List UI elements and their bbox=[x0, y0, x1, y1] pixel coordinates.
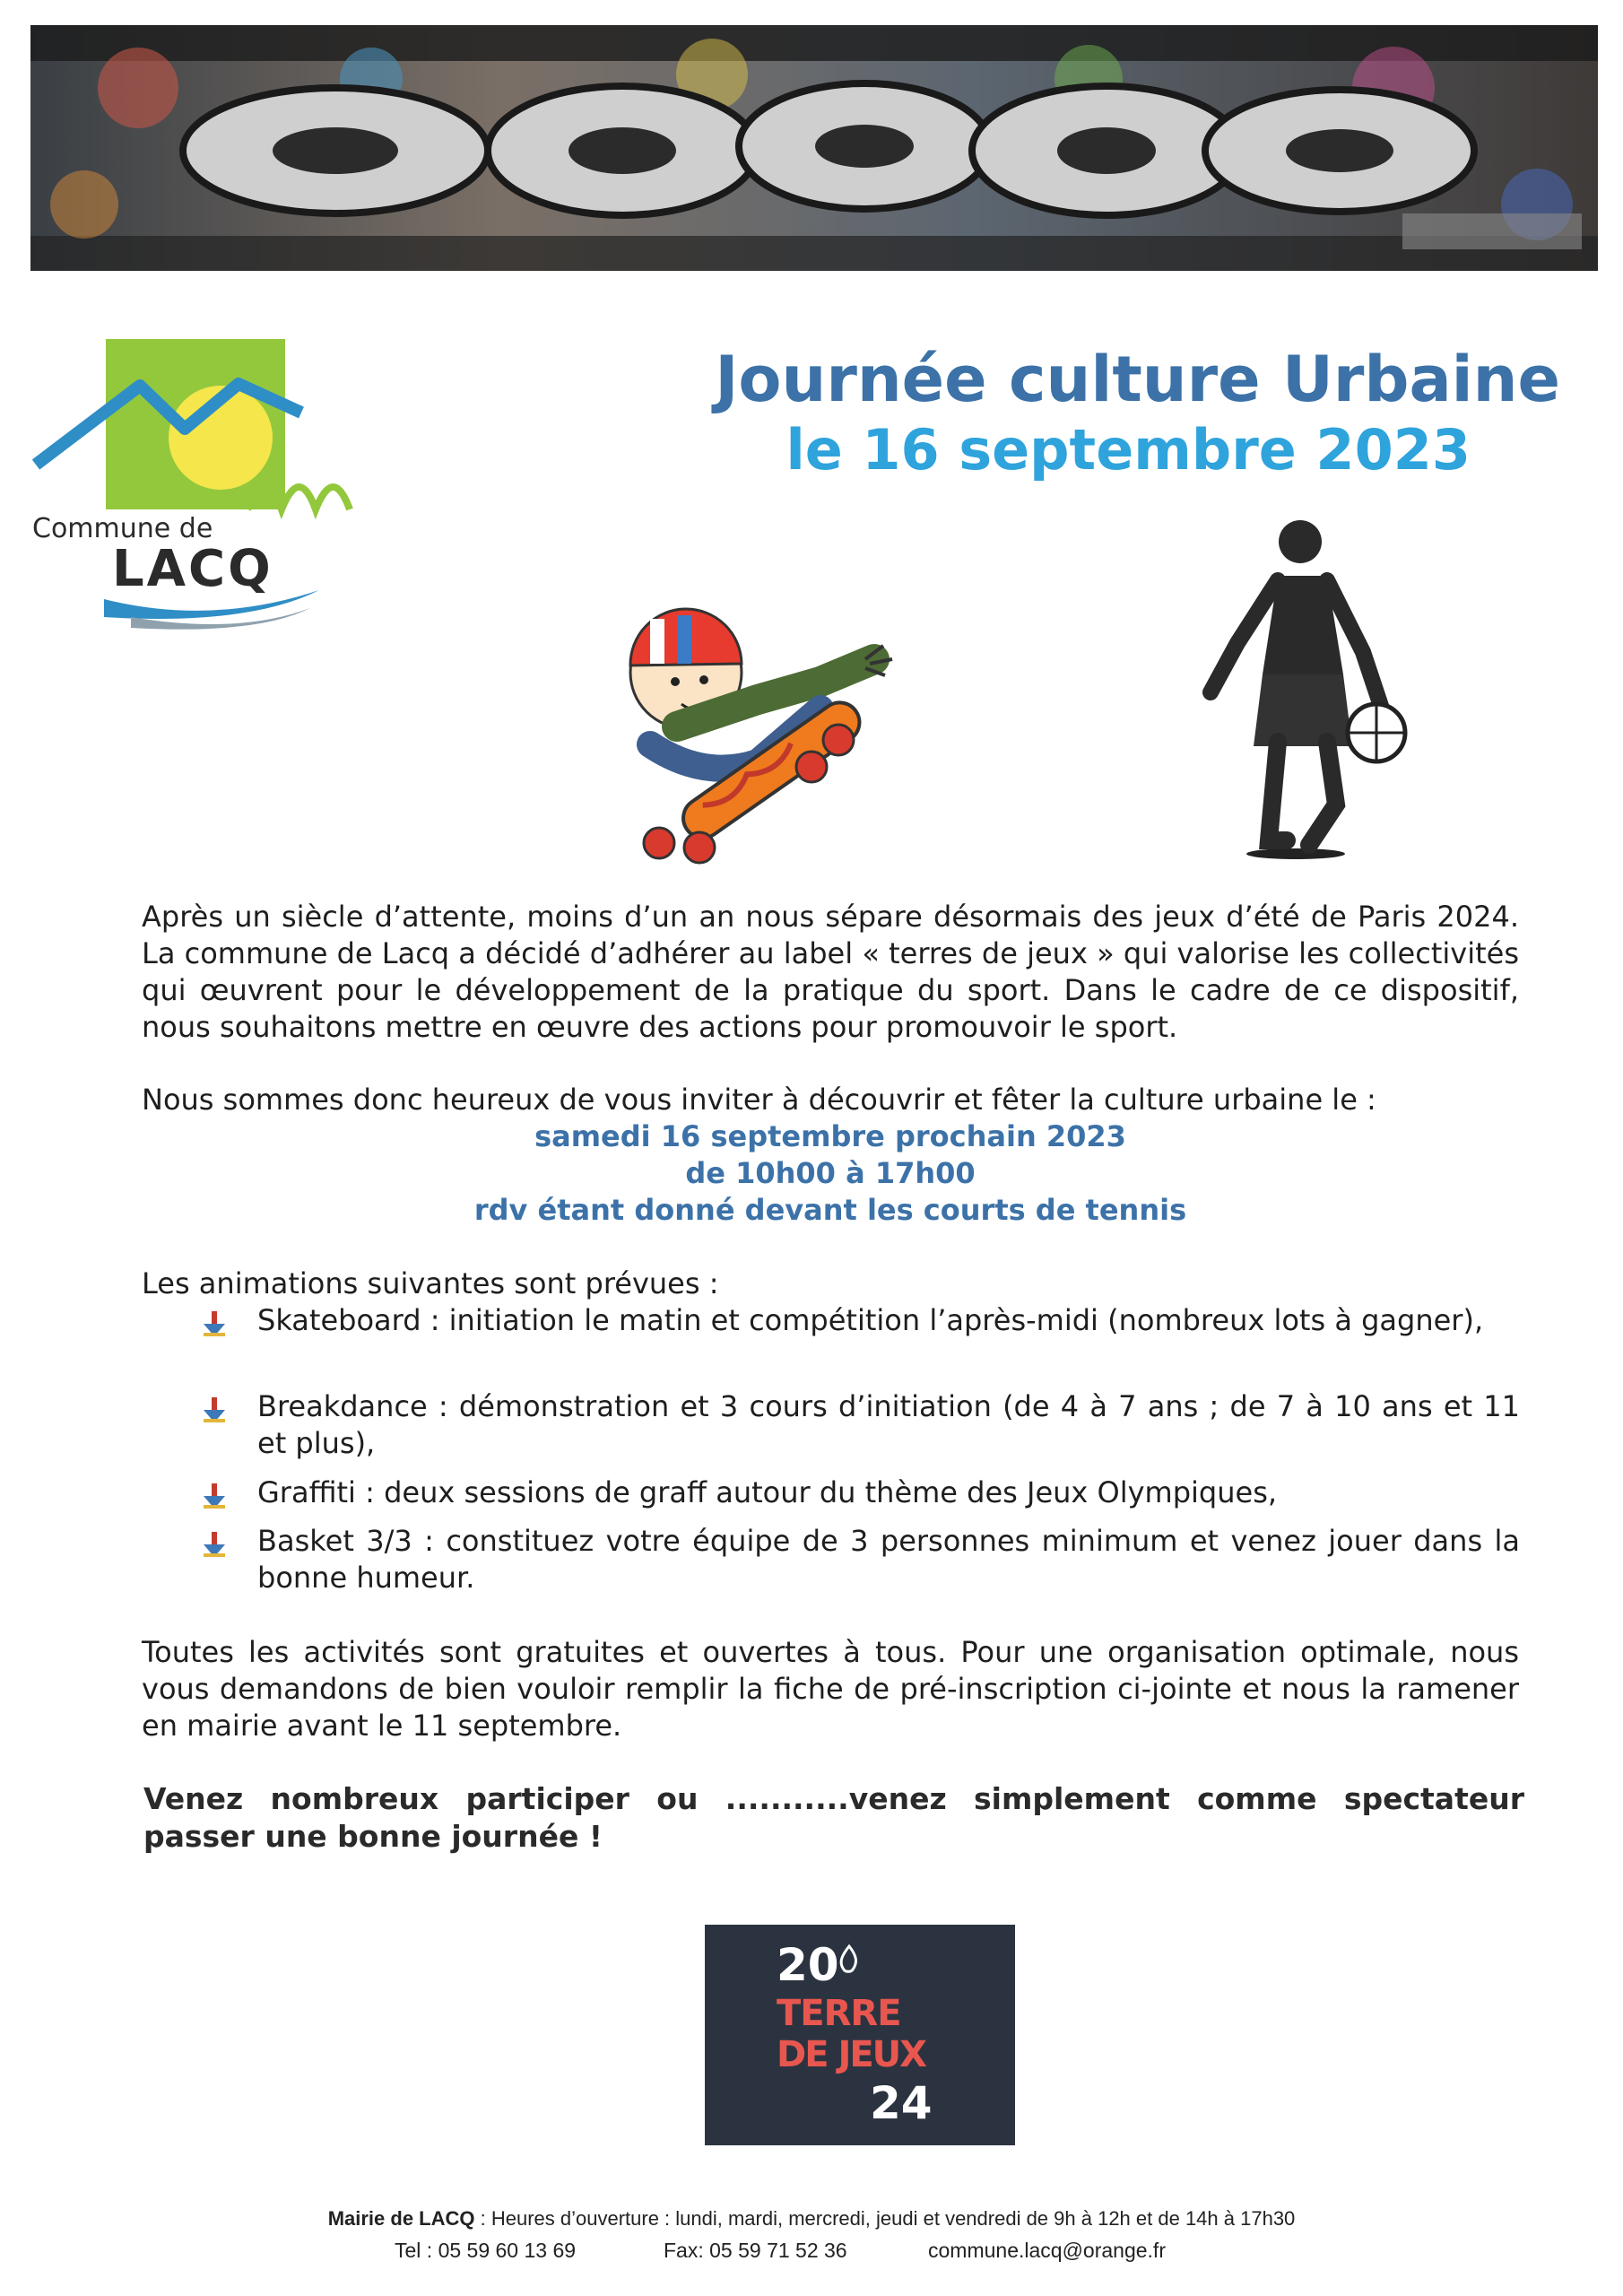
animations-intro: Les animations suivantes sont prévues : bbox=[142, 1266, 719, 1300]
basketball-player-icon bbox=[1193, 513, 1426, 861]
footer-email[interactable]: commune.lacq@orange.fr bbox=[928, 2239, 1166, 2262]
badge-line-20: 20 bbox=[777, 1939, 839, 1991]
free-activities-paragraph: Toutes les activités sont gratuites et ouvertes à tous. Pour une organisation optimale, nous vous demandons de bien vouloir remplir la fiche de pré-inscription ci-jointe et nous la ramener en mairie avant le 11 septembre. bbox=[142, 1635, 1519, 1743]
footer-org: Mairie de LACQ bbox=[327, 2207, 475, 2230]
bullet-arrow-icon bbox=[202, 1396, 227, 1424]
event-place: rdv étant donné devant les courts de tennis bbox=[473, 1193, 1187, 1227]
skateboarder-child-icon bbox=[596, 592, 901, 870]
badge-line-dejeux: DE JEUX bbox=[777, 2034, 925, 2075]
event-date: samedi 16 septembre prochain 2023 bbox=[534, 1119, 1126, 1153]
page-subtitle: le 16 septembre 2023 bbox=[785, 417, 1471, 483]
olympic-flame-icon bbox=[838, 1944, 861, 1980]
footer-fax: Fax: 05 59 71 52 36 bbox=[664, 2239, 847, 2262]
footer-tel: Tel : 05 59 60 13 69 bbox=[395, 2239, 577, 2262]
bullet-arrow-icon bbox=[202, 1482, 227, 1510]
footer-opening-hours: : Heures d’ouverture : lundi, mardi, mercredi, jeudi et vendredi de 9h à 12h et de 14h à 17h30 bbox=[474, 2207, 1296, 2230]
logo-commune-label: Commune de bbox=[32, 513, 213, 544]
terre-de-jeux-badge bbox=[705, 1925, 1015, 2145]
badge-line-24: 24 bbox=[870, 2077, 933, 2129]
animation-basket: Basket 3/3 : constituez votre équipe de 3 personnes minimum et venez jouer dans la bonne humeur. bbox=[257, 1524, 1520, 1595]
animation-graffiti: Graffiti : deux sessions de graff autour du thème des Jeux Olympiques, bbox=[257, 1475, 1278, 1509]
badge-line-terre: TERRE bbox=[777, 1993, 901, 2034]
list-item bbox=[202, 1388, 1520, 1464]
list-item bbox=[202, 1474, 1520, 1514]
bullet-arrow-icon bbox=[202, 1530, 227, 1559]
list-item bbox=[202, 1523, 1520, 1598]
footer-hours bbox=[0, 2207, 1623, 2231]
page-title: Journée culture Urbaine bbox=[715, 343, 1560, 416]
intro-paragraph: Après un siècle d’attente, moins d’un an nous sépare désormais des jeux d’été de Paris 2024. La commune de Lacq a décidé d’adhérer au label « terres de jeux » qui valorise les collectivités qui œuvrent pour le développement de la pratique du sport. Dans le cadre de ce dispositif, nous souhaitons mettre en œuvre des actions pour promouvoir le sport. bbox=[142, 900, 1519, 1044]
closing-statement: Venez nombreux participer ou ...........venez simplement comme spectateur passer une bonne journée ! bbox=[143, 1781, 1524, 1854]
event-time: de 10h00 à 17h00 bbox=[685, 1156, 976, 1190]
logo-lacq-label: LACQ bbox=[112, 540, 273, 598]
list-item bbox=[202, 1302, 1520, 1378]
commune-logo bbox=[32, 339, 373, 644]
graffiti-banner-image bbox=[30, 25, 1598, 271]
animation-skateboard: Skateboard : initiation le matin et compétition l’après-midi (nombreux lots à gagner), bbox=[257, 1303, 1484, 1337]
animation-breakdance: Breakdance : démonstration et 3 cours d’initiation (de 4 à 7 ans ; de 7 à 10 ans et 11 et plus), bbox=[257, 1389, 1520, 1460]
graffiti-banner bbox=[30, 25, 1598, 271]
lacq-logo-graphic bbox=[32, 339, 373, 644]
bullet-arrow-icon bbox=[202, 1309, 227, 1338]
invite-paragraph: Nous sommes donc heureux de vous inviter à découvrir et fêter la culture urbaine le : bbox=[142, 1083, 1376, 1117]
